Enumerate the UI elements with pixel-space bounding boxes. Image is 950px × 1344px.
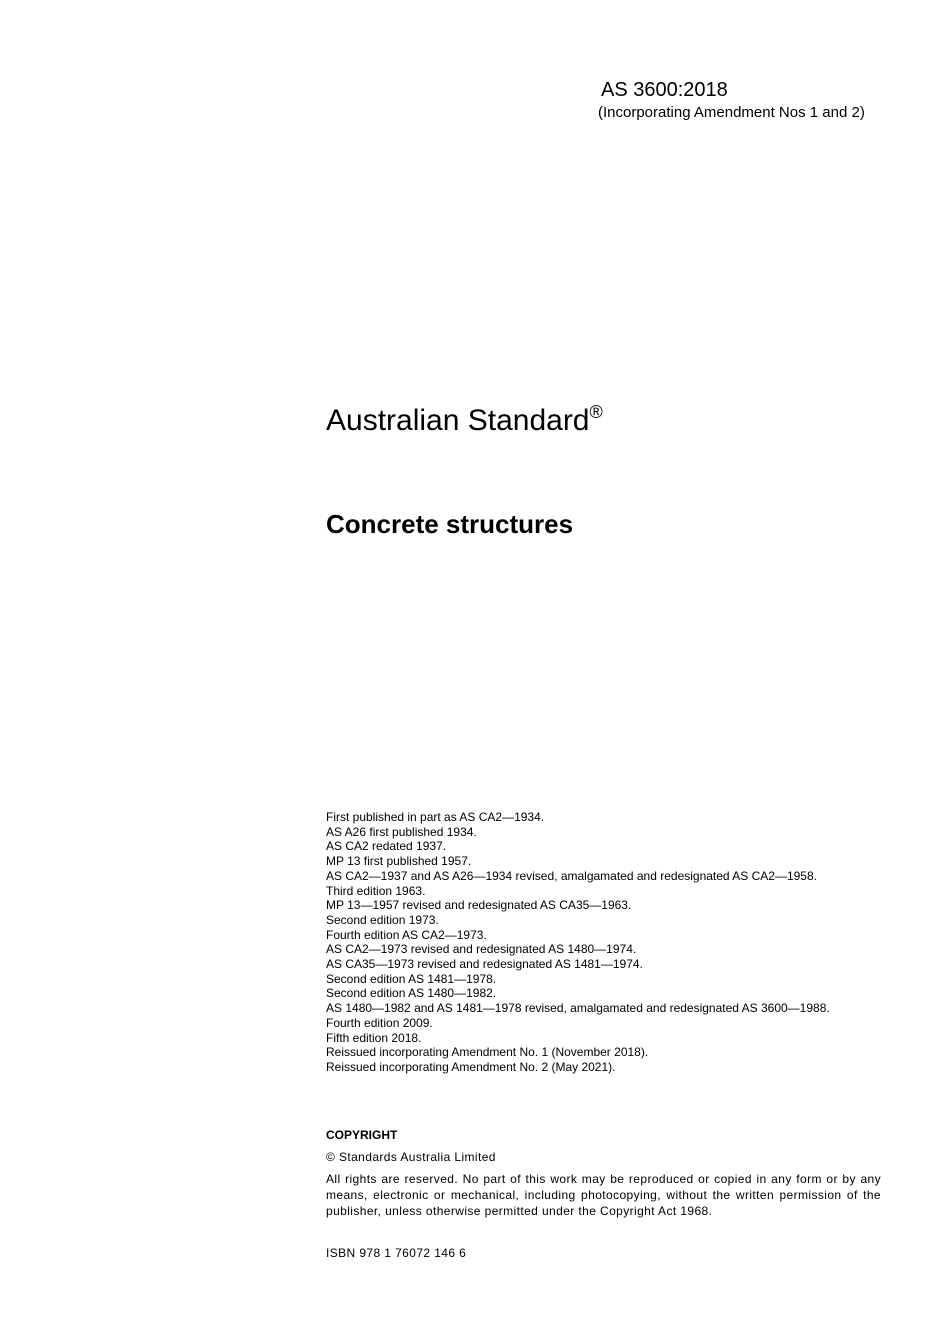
history-entry: AS CA2—1973 revised and redesignated AS 1480—1974. bbox=[326, 942, 637, 957]
amendment-note: (Incorporating Amendment Nos 1 and 2) bbox=[598, 104, 865, 121]
history-entry: Third edition 1963. bbox=[326, 883, 426, 898]
history-entry: Second edition 1973. bbox=[326, 912, 439, 927]
series-title bbox=[326, 402, 603, 440]
rights-statement: All rights are reserved. No part of this work may be reproduced or copied in any form or by any means, electronic or mechanical, including photocopying, without the written permission of the publisher, unless otherwise permitted under the Copyright Act 1968. bbox=[326, 1172, 881, 1218]
copyright-heading: COPYRIGHT bbox=[326, 1128, 398, 1142]
history-entry: Fourth edition AS CA2—1973. bbox=[326, 927, 487, 942]
history-entry: Reissued incorporating Amendment No. 2 (May 2021). bbox=[326, 1059, 616, 1074]
series-title-text: Australian Standard bbox=[326, 404, 590, 437]
history-entry: AS A26 first published 1934. bbox=[326, 824, 477, 839]
history-entry: AS 1480—1982 and AS 1481—1978 revised, amalgamated and redesignated AS 3600—1988. bbox=[326, 1001, 830, 1016]
copyright-holder: © Standards Australia Limited bbox=[326, 1150, 496, 1164]
history-entry: Fifth edition 2018. bbox=[326, 1030, 422, 1045]
history-entry: MP 13 first published 1957. bbox=[326, 854, 472, 869]
document-title: Concrete structures bbox=[326, 509, 574, 539]
history-entry: Fourth edition 2009. bbox=[326, 1015, 433, 1030]
history-entry: AS CA2 redated 1937. bbox=[326, 839, 447, 854]
history-entry: MP 13—1957 revised and redesignated AS CA35—1963. bbox=[326, 898, 632, 913]
isbn: ISBN 978 1 76072 146 6 bbox=[326, 1246, 467, 1260]
publication-history bbox=[326, 810, 830, 1075]
standard-number: AS 3600:2018 bbox=[601, 79, 728, 101]
history-entry: Second edition AS 1480—1982. bbox=[326, 986, 497, 1001]
history-entry: AS CA35—1973 revised and redesignated AS 1481—1974. bbox=[326, 957, 643, 972]
registered-trademark-mark: ® bbox=[589, 402, 603, 422]
history-entry: AS CA2—1937 and AS A26—1934 revised, amalgamated and redesignated AS CA2—1958. bbox=[326, 868, 817, 883]
history-entry: Second edition AS 1481—1978. bbox=[326, 971, 497, 986]
history-entry: First published in part as AS CA2—1934. bbox=[326, 810, 545, 824]
history-entry: Reissued incorporating Amendment No. 1 (November 2018). bbox=[326, 1045, 649, 1060]
